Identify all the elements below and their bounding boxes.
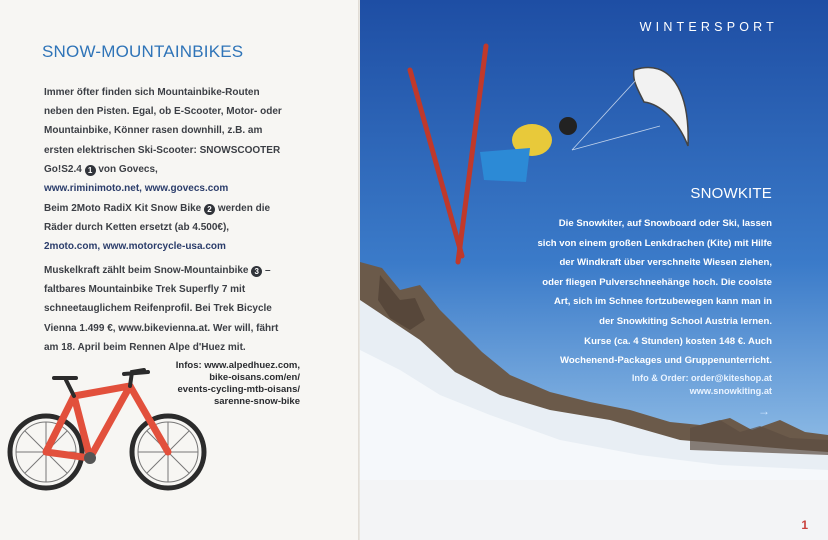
- info-line: www.snowkiting.at: [689, 385, 772, 396]
- section-title: SNOW-MOUNTAINBIKES: [42, 42, 244, 61]
- text-line: von Govecs,: [98, 163, 158, 175]
- text-line: Muskelkraft zählt beim Snow-Mountainbike: [44, 265, 249, 276]
- text-line: Vienna 1.499 €, www.bikevienna.at. Wer will, fährt: [44, 322, 279, 334]
- left-column: [0, 0, 360, 540]
- text-line: Mountainbike, Könner rasen downhill, z.B. am: [44, 125, 263, 137]
- text-line: schneetauglichem Reifenprofil. Bei Trek Bicycle: [44, 303, 272, 315]
- text-line: Go!S2.4: [44, 163, 82, 175]
- mountainbike-illustration: [2, 368, 210, 498]
- text-line: –: [265, 265, 271, 276]
- snowkite-text: [462, 214, 772, 371]
- arrow-right-icon: →: [758, 404, 770, 418]
- info-line: Info & Order: order@kiteshop.at: [631, 373, 772, 383]
- text-line: Beim 2Moto RadiX Kit Snow Bike: [44, 203, 202, 214]
- paragraph-2moto: [44, 199, 344, 257]
- text-line: der Snowkiting School Austria lernen.: [599, 315, 772, 327]
- marker-3: 3: [251, 266, 262, 277]
- text-line: sich von einem großen Lenkdrachen (Kite) mit Hilfe: [537, 237, 772, 249]
- right-panel: [360, 0, 828, 540]
- paragraph-trek: [44, 261, 344, 357]
- section-tag: WINTERSPORT: [639, 20, 778, 34]
- snowkite-info: [462, 372, 772, 397]
- link-text: www.riminimoto.net, www.govecs.com: [44, 183, 229, 195]
- text-line: Räder durch Ketten ersetzt (ab 4.500€),: [44, 222, 230, 234]
- text-line: am 18. April beim Rennen Alpe d'Huez mit.: [44, 341, 246, 353]
- text-line: faltbares Mountainbike Trek Superfly 7 mit: [44, 284, 246, 296]
- text-line: werden die: [217, 203, 271, 214]
- marker-1: 1: [85, 165, 96, 176]
- text-line: Die Snowkiter, auf Snowboard oder Ski, lassen: [558, 218, 772, 229]
- text-line: neben den Pisten. Egal, ob E-Scooter, Motor- oder: [44, 106, 282, 118]
- text-line: Kurse (ca. 4 Stunden) kosten 148 €. Auch: [584, 335, 772, 347]
- text-line: der Windkraft über verschneite Wiesen ziehen,: [559, 257, 772, 269]
- info-line: bike-oisans.com/en/: [209, 372, 300, 383]
- text-line: Art, sich im Schnee fortzubewegen kann man in: [553, 296, 772, 308]
- paragraph-snowscooter: [44, 83, 344, 198]
- snowkite-title: SNOWKITE: [690, 185, 772, 202]
- page-marker: 1: [801, 518, 808, 532]
- text-line: Wochenend-Packages und Gruppenunterricht.: [560, 355, 772, 367]
- info-line: Infos: www.alpedhuez.com,: [175, 360, 300, 371]
- text-line: Immer öfter finden sich Mountainbike-Routen: [44, 87, 260, 98]
- text-line: ersten elektrischen Ski-Scooter: SNOWSCOOTER: [44, 144, 281, 156]
- info-line: sarenne-snow-bike: [213, 396, 300, 407]
- link-text: 2moto.com, www.motorcycle-usa.com: [44, 241, 226, 253]
- text-line: oder fliegen Pulverschneehänge hoch. Die coolste: [542, 276, 772, 288]
- info-line: events-cycling-mtb-oisans/: [177, 384, 300, 395]
- marker-2: 2: [204, 204, 215, 215]
